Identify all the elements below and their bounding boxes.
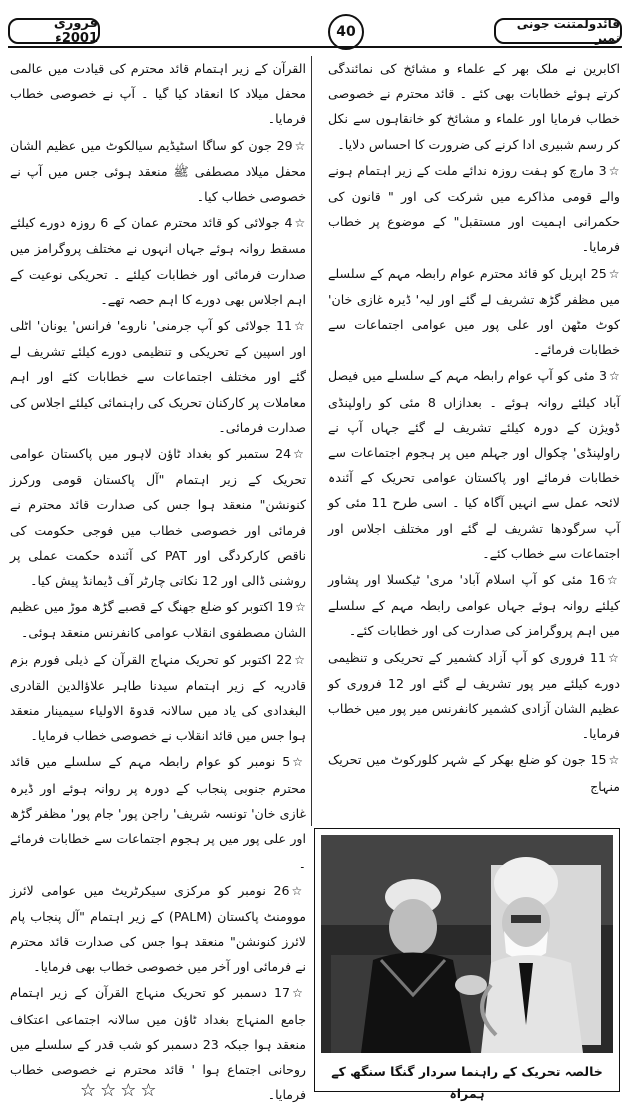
paragraph-text: 5 نومبر کو عوام رابطہ مہم کے سلسلے میں قائد محترم جنوبی پنجاب کے دورہ پر روانہ ہوئے اور ڈیرہ غازی خان' تونسہ شریف' راجن پور' جام پور' مظفر گڑھ اور علی پور میں پر ہجوم اجتماعات سے خطابات فرمائے ۔	[10, 754, 306, 872]
paragraph-text: 15 جون کو ضلع بھکر کے شہر کلورکوٹ میں تحریک منہاج	[328, 752, 620, 794]
photo-image	[321, 835, 613, 1053]
bullet-star-icon: ☆	[608, 650, 620, 665]
paragraph-text: 25 اپریل کو قائد محترم عوام رابطہ مہم کے سلسلے میں مظفر گڑھ تشریف لے گئے اور لیہ' ڈیرہ غازی خان' کوٹ مٹھن اور علی پور میں عوامی اجتماعات سے خطابات فرمائے۔	[328, 265, 620, 358]
paragraph-text: 11 جولائی کو آپ جرمنی' ناروے' فرانس' یونان' اٹلی اور اسپین کے تحریکی و تنظیمی دورے کیلئے تشریف لے گئے اور مختلف اجتماعات سے خطابات کئے اور اہم معاملات پر کارکنان تحریک کی راہنمائی کیلئے اجلاس کی صدارت فرمائی۔	[10, 318, 306, 435]
page-header	[8, 6, 622, 54]
paragraph-text: 22 اکتوبر کو تحریک منہاج القرآن کے ذیلی فورم بزم قادریہ کے زیر اہتمام سیدنا طاہر علاؤالدین القادری البغدادی کی یاد میں سالانہ قدوۃ الاولیاء سیمینار منعقد ہوا جس میں قائد انقلاب نے خصوصی خطاب فرمایا۔	[10, 651, 306, 744]
bullet-star-icon: ☆	[291, 883, 306, 898]
paragraph-text: 17 دسمبر کو تحریک منہاج القرآن کے زیر اہتمام جامع المنہاج بغداد ٹاؤن میں سالانہ اجتماعی اعتکاف منعقد ہوا جبکہ 23 دسمبر کو شب قدر کے سلسلے میں روحانی اجتماع ہوا ' قائد محترم نے خصوصی خطاب فرمایا۔	[10, 985, 307, 1103]
photo-caption: خالصہ تحریک کے راہنما سردار گنگا سنگھ کے ہمراہ	[331, 1064, 603, 1101]
paragraph-text: 3 مارچ کو ہفت روزہ ندائے ملت کے زیر اہتمام ہونے والے قومی مذاکرے میں شرکت کی اور " قانون کی حکمرانی اہمیت اور مستقبل" کے موضوع پر خطاب فرمایا۔	[328, 162, 620, 255]
article-paragraph	[10, 313, 306, 440]
header-rule	[8, 46, 622, 48]
left-column	[10, 56, 306, 1108]
closing-stars: ☆☆☆☆	[80, 1080, 161, 1101]
paragraph-text: اکابرین نے ملک بھر کے علماء و مشائخ کی نمائندگی کرتے ہوئے خطابات بھی کئے ۔ قائد محترم نے خصوصی خطاب فرمایا اور علماء و مشائخ کو خانقاہوں سے نکل کر رسم شبیری ادا کرنے کی ضرورت کا احساس دلایا۔	[328, 61, 620, 152]
bullet-star-icon: ☆	[294, 652, 307, 667]
publication-name: قائدولمتنت جونی نمبر	[494, 18, 622, 44]
article-paragraph	[328, 158, 620, 260]
issue-date: فروری 2001ء	[8, 18, 100, 44]
bullet-star-icon: ☆	[608, 163, 620, 178]
article-paragraph	[10, 133, 306, 210]
bullet-star-icon: ☆	[608, 753, 620, 768]
paragraph-text: 29 جون کو ساگا اسٹیڈیم سیالکوٹ میں عظیم الشان محفل میلاد مصطفی ﷺ منعقد ہوئی جس میں آپ نے خصوصی خطاب کیا۔	[10, 137, 306, 205]
bullet-star-icon: ☆	[609, 369, 620, 384]
bullet-star-icon: ☆	[293, 447, 306, 462]
bullet-star-icon: ☆	[295, 600, 306, 615]
bullet-star-icon: ☆	[294, 138, 306, 153]
bullet-star-icon: ☆	[608, 266, 621, 281]
article-paragraph	[10, 594, 306, 645]
article-paragraph	[328, 567, 620, 644]
article-paragraph	[10, 878, 306, 980]
paragraph-text: 19 اکتوبر کو ضلع جھنگ کے قصبے گڑھ موڑ میں عظیم الشان مصطفوی انقلاب عوامی کانفرنس منعقد ہوئی۔	[10, 599, 306, 641]
article-paragraph	[328, 363, 620, 566]
column-divider	[311, 56, 312, 826]
bullet-star-icon: ☆	[294, 319, 306, 334]
paragraph-text: 24 ستمبر کو بغداد ٹاؤن لاہور میں پاکستان عوامی تحریک کے زیر اہتمام "آل پاکستان قومی ورکرز کنونشن" منعقد ہوا جس کی صدارت قائد محترم نے فرمائی اور خصوصی خطاب میں فوجی حکومت کی ناقص کارکردگی اور PAT کی آئندہ حکمت عملی پر روشنی ڈالی اور 12 نکاتی چارٹر آف ڈیمانڈ پیش کیا۔	[10, 446, 306, 589]
page-number: 40	[328, 14, 364, 50]
right-column	[328, 56, 620, 800]
article-paragraph	[328, 645, 620, 747]
article-paragraph	[328, 261, 620, 363]
paragraph-text: 16 مئی کو آپ اسلام آباد' مری' ٹیکسلا اور پشاور کیلئے روانہ ہوئے جہاں عوامی رابطہ مہم کے سلسلے میں اہم پروگرامز کی صدارت کی اور خطابات کئے۔	[328, 572, 620, 639]
article-paragraph	[10, 749, 306, 876]
bullet-star-icon: ☆	[292, 755, 306, 770]
article-paragraph	[10, 647, 306, 749]
paragraph-text: 11 فروری کو آپ آزاد کشمیر کے تحریکی و تنظیمی دورے کیلئے میر پور تشریف لے گئے اور 12 فروری کو عظیم الشان آزادی کشمیر کانفرنس میر پور میں خطاب فرمایا۔	[328, 649, 620, 742]
paragraph-text: 26 نومبر کو مرکزی سیکرٹریٹ میں عوامی لائرز موومنٹ پاکستان (PALM) کے زیر اہتمام "آل پنجاب پام لائرز کنونشن" منعقد ہوا جس کی صدارت قائد محترم نے فرمائی اور آخر میں خصوصی خطاب بھی فرمایا۔	[10, 882, 306, 975]
article-paragraph	[10, 441, 306, 593]
paragraph-text: 4 جولائی کو قائد محترم عمان کے 6 روزہ دورے کیلئے مسقط روانہ ہوئے جہاں انہوں نے مختلف پروگرامز میں صدارت فرمائی اور خطابات کیلئے ۔ تحریکی نوعیت کے اہم اجلاس بھی دورے کا اہم حصہ تھے۔	[10, 215, 306, 307]
bullet-star-icon: ☆	[606, 573, 620, 588]
bullet-star-icon: ☆	[292, 986, 306, 1001]
paragraph-text: القرآن کے زیر اہتمام قائد محترم کی قیادت میں عالمی محفل میلاد کا انعقاد کیا گیا ۔ آپ نے خصوصی خطاب فرمایا۔	[10, 61, 306, 127]
article-paragraph	[328, 747, 620, 798]
photo-box	[314, 828, 620, 1101]
article-paragraph	[328, 56, 620, 157]
article-paragraph	[10, 210, 306, 312]
paragraph-text: 3 مئی کو آپ عوام رابطہ مہم کے سلسلے میں فیصل آباد کیلئے روانہ ہوئے ۔ بعدازاں 8 مئی کو راولپنڈی ڈویژن کے دورہ کیلئے تشریف لے گئے جہاں آپ نے راولپنڈی' چکوال اور جہلم میں پر ہجوم اجتماعات سے خطابات فرمائے اور پاکستان عوامی تحریک کے آئندہ لائحہ عمل سے انہیں آگاہ کیا ۔ اسی طرح 11 مئی کو آپ سرگودھا تشریف لے گئے اور مختلف اجلاس اور اجتماعات سے خطاب کئے۔	[328, 368, 621, 561]
article-paragraph	[10, 56, 306, 132]
bullet-star-icon: ☆	[294, 216, 306, 231]
